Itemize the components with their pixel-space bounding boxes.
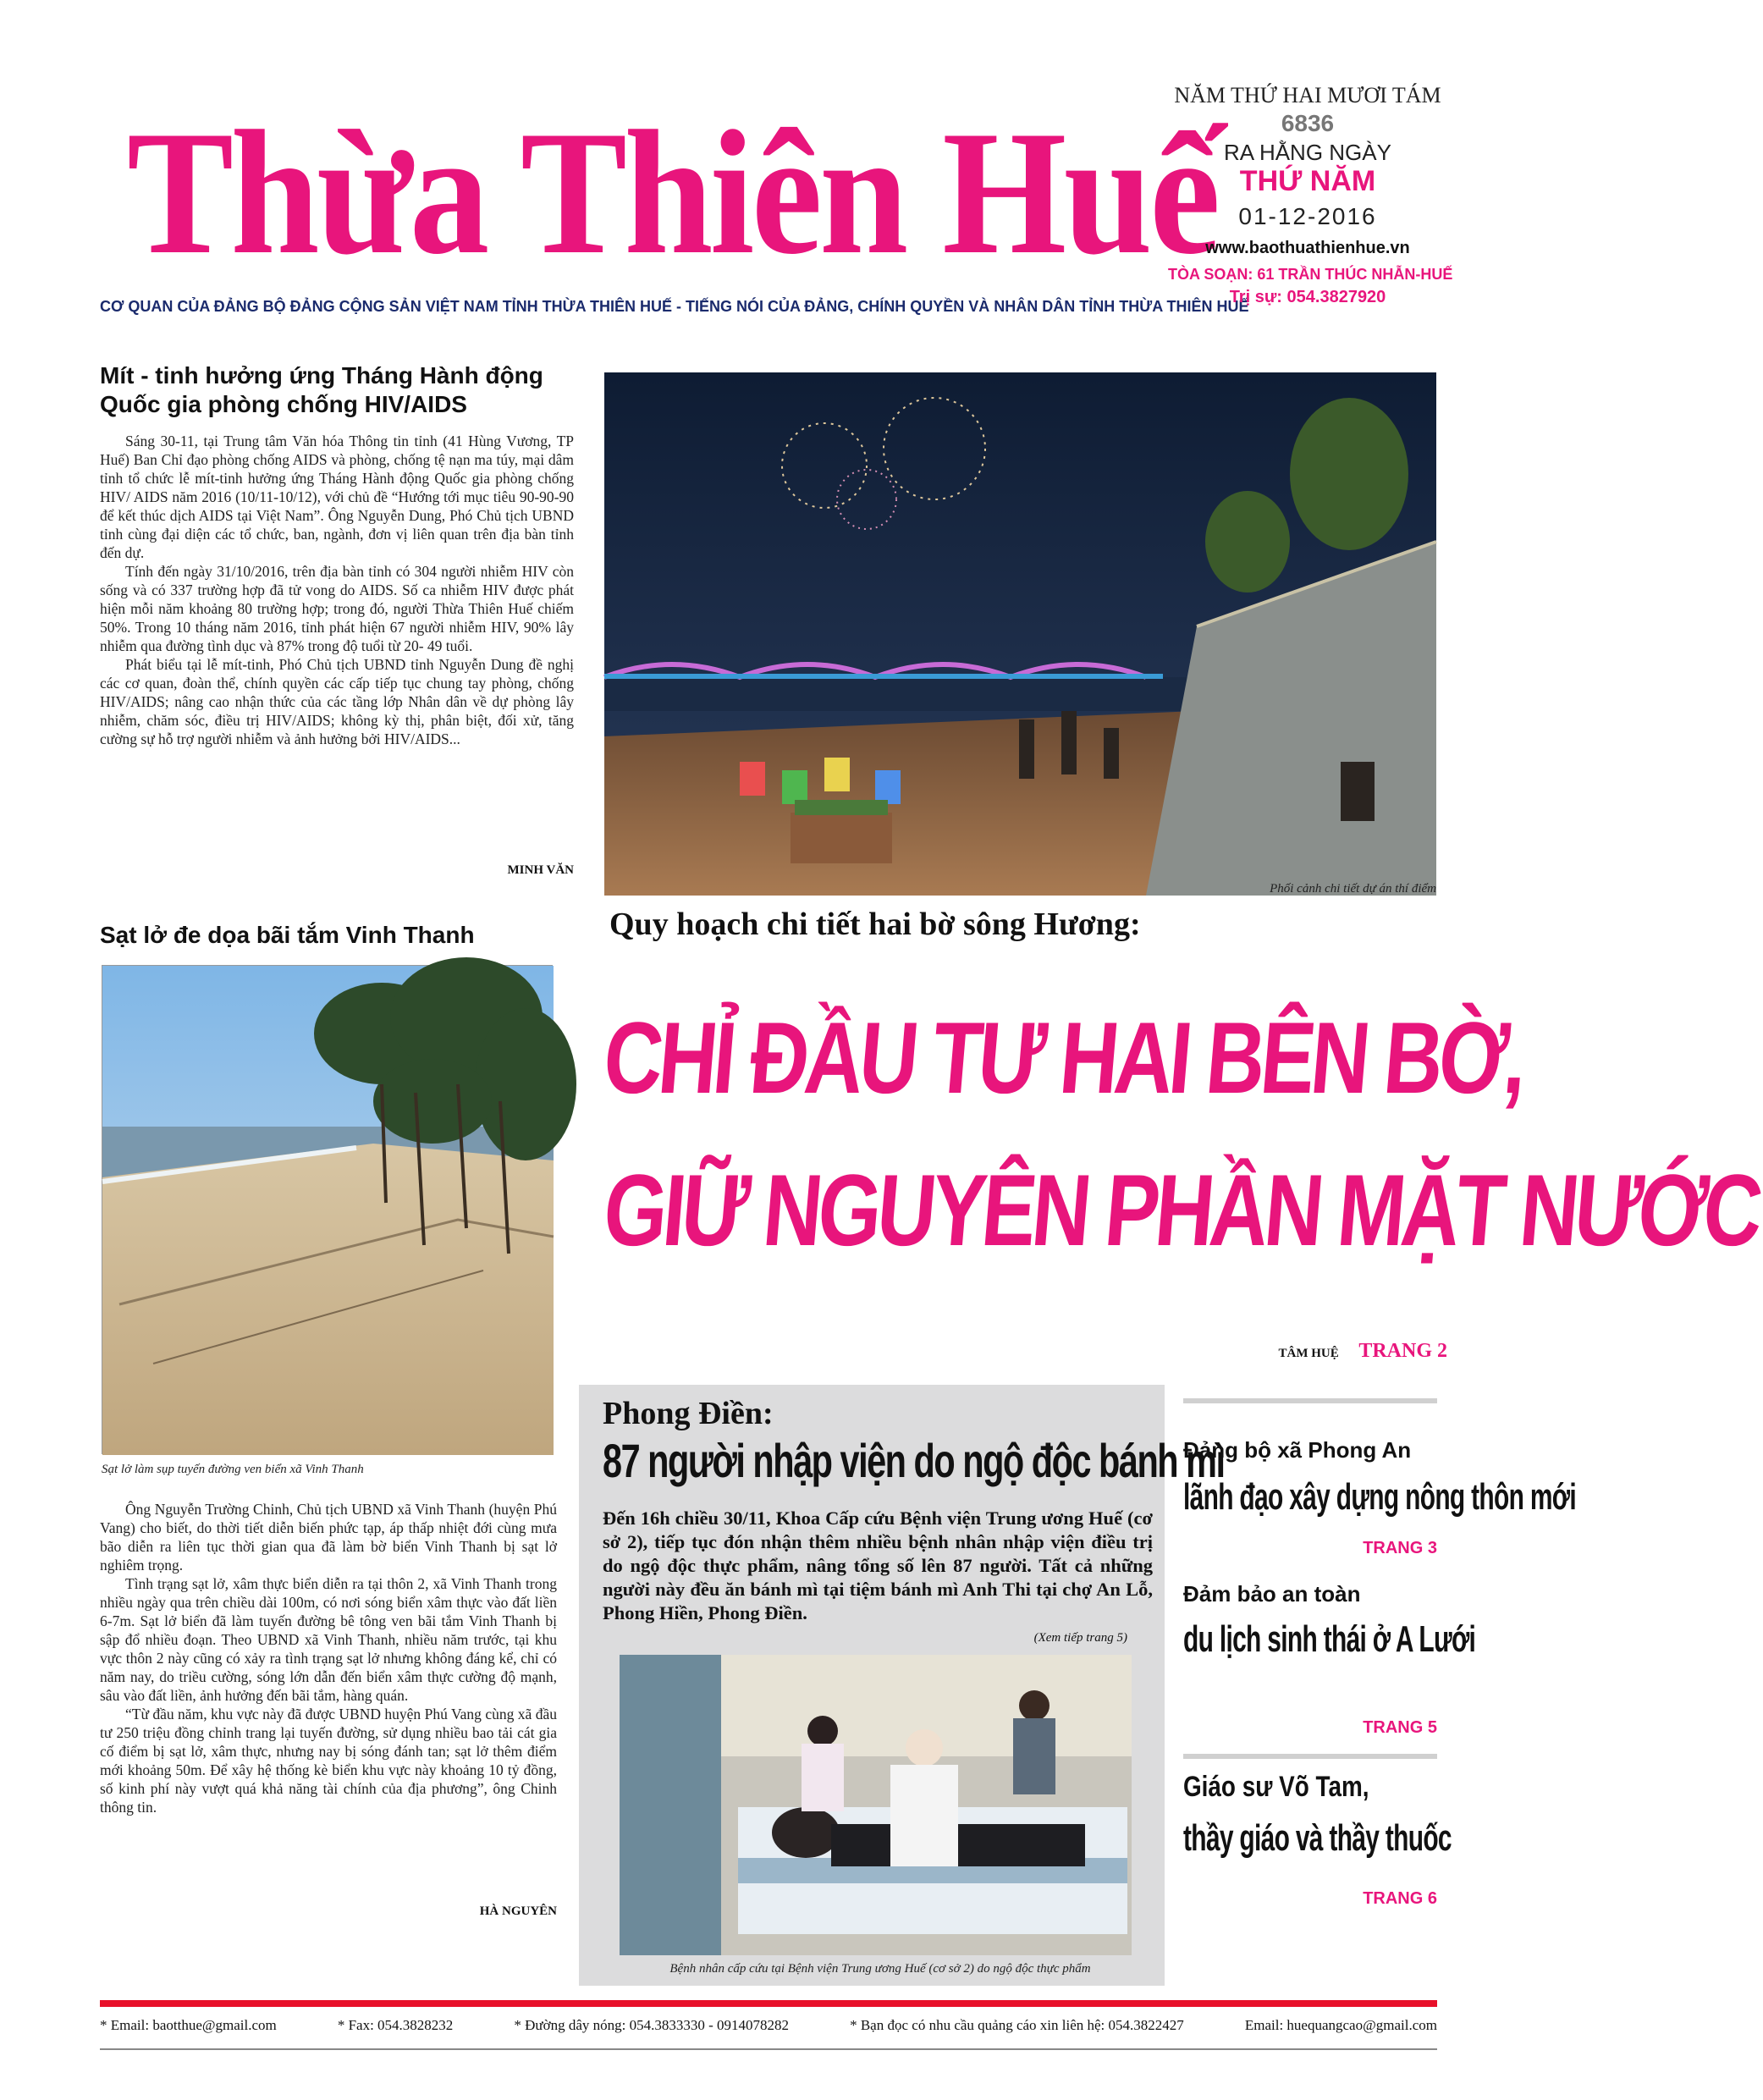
river-promenade-rendering: [604, 372, 1436, 896]
lead-page-link[interactable]: TRANG 2: [1358, 1340, 1447, 1362]
lead-byline: [1143, 1340, 1447, 1363]
footer-hotline: * Đường dây nóng: 054.3833330 - 0914078282: [514, 2017, 790, 2033]
erosion-article-byline: HÀ NGUYÊN: [479, 1904, 557, 1918]
hiv-article-byline: MINH VĂN: [507, 863, 574, 877]
paragraph: Ông Nguyễn Trường Chinh, Chủ tịch UBND xã Vinh Thanh (huyện Phú Vang) cho biết, do thời tiết diễn biến phức tạp, áp thấp nhiệt đới cùng mưa bão diễn ra liên tục thời gian qua đã làm bờ biển Vinh Thanh bị sạt lở nghiêm trọng.: [100, 1501, 557, 1574]
teaser-3-page-link[interactable]: TRANG 6: [1363, 1889, 1437, 1908]
footer-ads: * Bạn đọc có nhu cầu quảng cáo xin liên hệ: 054.3822427: [850, 2017, 1184, 2033]
lead-author: TÂM HUỆ: [1278, 1347, 1339, 1360]
footer-ads-email[interactable]: Email: huequangcao@gmail.com: [1244, 2017, 1437, 2033]
hiv-article-body: [100, 432, 574, 748]
divider: [1183, 1754, 1437, 1759]
footer-email[interactable]: * Email: baotthue@gmail.com: [100, 2017, 277, 2033]
website-link[interactable]: www.baothuathienhue.vn: [1205, 239, 1410, 257]
issue-date: 01-12-2016: [1238, 203, 1377, 229]
teaser-1-headline[interactable]: lãnh đạo xây dựng nông thôn mới: [1183, 1476, 1577, 1518]
masthead-tagline: CƠ QUAN CỦA ĐẢNG BỘ ĐẢNG CỘNG SẢN VIỆT NAM TỈNH THỪA THIÊN HUẾ - TIẾNG NÓI CỦA ĐẢNG, CHÍNH QUYỀN VÀ NHÂN DÂN TỈNH THỪA THIÊN HUẾ: [100, 298, 1249, 315]
hospital-photo-caption: Bệnh nhân cấp cứu tại Bệnh viện Trung ương Huế (cơ sở 2) do ngộ độc thực phẩm: [669, 1962, 1091, 1976]
lead-headline-line2[interactable]: GIỮ NGUYÊN PHẦN MẶT NƯỚC: [599, 1154, 1763, 1267]
teaser-2-kicker: Đảm bảo an toàn: [1183, 1581, 1361, 1607]
paragraph: Tình trạng sạt lở, xâm thực biển diễn ra tại thôn 2, xã Vinh Thanh trong nhiều ngày qua trên chiều dài 100m, có nơi sóng biển xâm thực vào đất liền 6-7m. Sạt lở biển đã làm tuyến đường bê tông ven bãi tắm Vinh Thanh bị sập đổ nhiều đoạn. Theo UBND xã Vinh Thanh, nhiều năm trước, tại khu vực thôn 2 này cũng có xảy ra tình trạng sạt lở nhưng không đáng kể, chỉ có năm nay, do triều cường, sóng lớn dẫn đến biển xâm thực cường độ mạnh, sâu vào đất liền, ảnh hưởng đến bãi tắm, hàng quán.: [100, 1575, 557, 1704]
erosion-article-body: [100, 1500, 557, 1816]
teaser-3-headline[interactable]: thầy giáo và thầy thuốc: [1183, 1817, 1452, 1859]
lead-headline-line1[interactable]: CHỈ ĐẦU TƯ HAI BÊN BỜ,: [599, 1001, 1529, 1115]
teaser-3-kicker: Giáo sư Võ Tam,: [1183, 1771, 1369, 1803]
lead-kicker: Quy hoạch chi tiết hai bờ sông Hương:: [609, 907, 1141, 942]
teaser-1-kicker: Đảng bộ xã Phong An: [1183, 1437, 1412, 1463]
footer-fax: * Fax: 054.3828232: [337, 2017, 454, 2033]
publication-frequency: RA HẰNG NGÀY: [1224, 140, 1391, 165]
erosion-article-title[interactable]: Sạt lở đe dọa bãi tắm Vinh Thanh: [100, 922, 475, 948]
masthead-title: Thừa Thiên Huế: [127, 95, 1218, 291]
bottom-rule: [100, 2048, 1437, 2050]
divider: [1183, 1398, 1437, 1403]
paragraph: Tính đến ngày 31/10/2016, trên địa bàn tỉnh có 304 người nhiễm HIV còn sống và có 337 trường hợp đã tử vong do AIDS. Số ca nhiễm HIV được phát hiện mỗi năm khoảng 80 trường hợp; trong đó, người Thừa Thiên Huế chiếm 50%. Trong 10 tháng năm 2016, tỉnh phát hiện 67 người nhiễm HIV, 90% lây nhiễm qua đường tình dục và 87% trong độ tuổi từ 20- 49 tuổi.: [100, 563, 574, 654]
paragraph: “Từ đầu năm, khu vực này đã được UBND huyện Phú Vang cùng xã đầu tư 250 triệu đồng chỉnh trang lại tuyến đường, sử dụng nhiều bao tải cát gia cố điểm bị sạt lở, xâm thực, nhưng nay bị sóng đánh tan; sạt lở thêm điểm mới khoảng 50m. Để xây hệ thống kè biển khu vực này khoảng 10 tỷ đồng, số kinh phí này vượt quá khả năng tài chính của địa phương”, ông Chinh thông tin.: [100, 1706, 557, 1816]
teaser-1-page-link[interactable]: TRANG 3: [1363, 1539, 1437, 1557]
office-phone: Trị sự: 054.3827920: [1229, 288, 1386, 306]
box-headline[interactable]: 87 người nhập viện do ngộ độc bánh mì: [603, 1434, 1225, 1487]
footer-rule: [100, 2000, 1437, 2007]
publication-year: NĂM THỨ HAI MƯƠI TÁM: [1174, 83, 1441, 107]
erosion-photo-caption: Sạt lở làm sụp tuyến đường ven biển xã Vinh Thanh: [102, 1463, 364, 1476]
paragraph: Phát biểu tại lễ mít-tinh, Phó Chủ tịch UBND tỉnh Nguyễn Dung đề nghị các cơ quan, đoàn thể, chính quyền các cấp tiếp tục chung tay phòng, chống HIV/AIDS; nâng cao nhận thức của các tầng lớp Nhân dân về dự phòng lây nhiễm, chăm sóc, điều trị HIV/AIDS; không kỳ thị, phân biệt, đối xử, tăng cường sự hỗ trợ người nhiễm và ảnh hưởng bởi HIV/AIDS...: [100, 656, 574, 747]
box-body: Đến 16h chiều 30/11, Khoa Cấp cứu Bệnh viện Trung ương Huế (cơ sở 2), tiếp tục đón nhận thêm nhiều bệnh nhân nhập viện điều trị do ngộ độc thực phẩm, nâng tổng số lên 87 người. Tất cả những người này đều ăn bánh mì tại tiệm bánh mì Anh Thi tại chợ An Lỗ, Phong Hiền, Phong Điền.: [603, 1507, 1153, 1623]
issue-weekday: THỨ NĂM: [1239, 165, 1376, 197]
box-kicker: Phong Điền:: [603, 1396, 774, 1431]
teaser-2-page-link[interactable]: TRANG 5: [1363, 1718, 1437, 1737]
office-address: TÒA SOẠN: 61 TRẦN THÚC NHẪN-HUẾ: [1168, 266, 1453, 283]
footer-contacts: [100, 2017, 1437, 2034]
promenade-photo-caption: Phối cảnh chi tiết dự án thí điểm: [1270, 882, 1436, 896]
beach-erosion-photo: [102, 965, 553, 1454]
teaser-2-headline[interactable]: du lịch sinh thái ở A Lưới: [1183, 1618, 1476, 1660]
paragraph: Sáng 30-11, tại Trung tâm Văn hóa Thông tin tỉnh (41 Hùng Vương, TP Huế) Ban Chỉ đạo phòng chống AIDS và phòng, chống tệ nạn ma túy, mại dâm tỉnh tổ chức lễ mít-tinh hưởng ứng Tháng Hành động Quốc gia phòng chống HIV/ AIDS năm 2016 (10/11-10/12), với chủ đề “Hướng tới mục tiêu 90-90-90 để kết thúc dịch AIDS tại Việt Nam”. Ông Nguyễn Dung, Phó Chủ tịch UBND tỉnh cùng đại diện các tổ chức, ban, ngành, đơn vị liên quan trên địa bàn tỉnh đến dự.: [100, 433, 574, 561]
hospital-photo: [620, 1655, 1132, 1955]
hiv-article-title[interactable]: Mít - tinh hưởng ứng Tháng Hành động Quốc gia phòng chống HIV/AIDS: [100, 362, 543, 417]
box-continued-link[interactable]: (Xem tiếp trang 5): [1033, 1631, 1127, 1645]
issue-number: 6836: [1281, 110, 1335, 136]
